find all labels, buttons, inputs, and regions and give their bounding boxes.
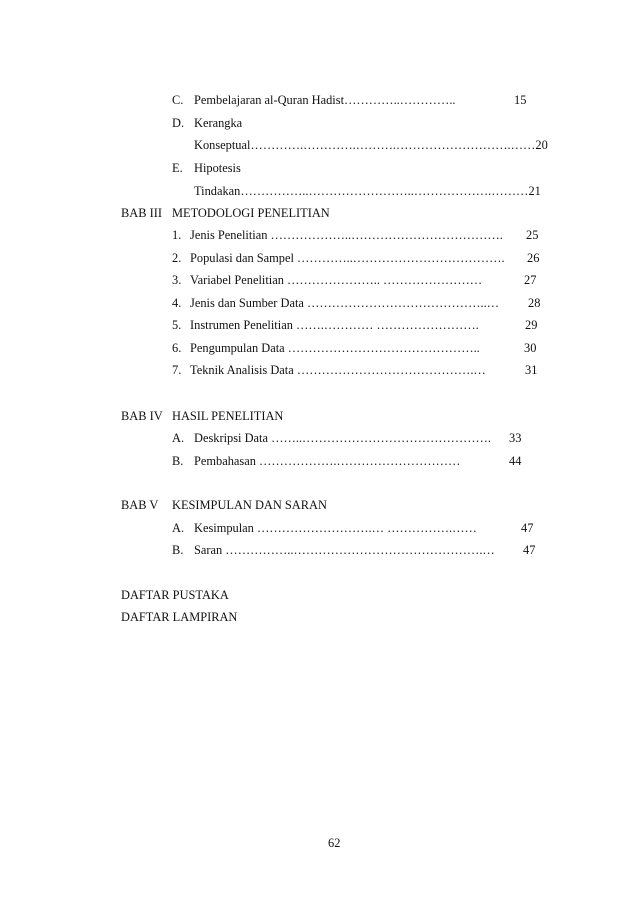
toc-entry-daftar-pustaka[interactable]: DAFTAR PUSTAKA: [121, 588, 229, 602]
toc-label-d: D.: [172, 116, 185, 130]
toc-label-c: C.: [172, 93, 184, 107]
toc-label: 5.: [172, 318, 182, 332]
toc-entry[interactable]: Jenis dan Sumber Data ……………………………………..…: [190, 296, 500, 310]
toc-page-number: 47: [521, 521, 534, 535]
toc-entry-kerangka[interactable]: Kerangka: [194, 116, 243, 130]
toc-label: A.: [172, 431, 185, 445]
toc-page-number: 29: [525, 318, 538, 332]
toc-label: B.: [172, 454, 184, 468]
toc-page-number: 44: [509, 454, 522, 468]
toc-entry[interactable]: Populasi dan Sampel …………..……………………………….: [190, 251, 505, 265]
toc-entry-tindakan[interactable]: Tindakan……………..……………………..……………….………21: [194, 184, 541, 198]
toc-page-number: 31: [525, 363, 538, 377]
toc-page-number: 25: [526, 228, 539, 242]
toc-entry-daftar-lampiran[interactable]: DAFTAR LAMPIRAN: [121, 610, 238, 624]
toc-entry-konseptual[interactable]: Konseptual………….………….……….……………………….……20: [194, 138, 548, 152]
toc-label-e: E.: [172, 161, 183, 175]
toc-page-number: 30: [524, 341, 537, 355]
toc-entry[interactable]: Pembahasan ……………….…………………………: [194, 454, 461, 468]
toc-chapter-title[interactable]: HASIL PENELITIAN: [172, 409, 284, 423]
toc-page-number: 47: [523, 543, 536, 557]
toc-label: 2.: [172, 251, 182, 265]
toc-entry[interactable]: Variabel Penelitian ………………….. ……………………: [190, 273, 483, 287]
toc-entry[interactable]: Instrumen Penelitian …….………… …………………….: [190, 318, 479, 332]
toc-page-number: 33: [509, 431, 522, 445]
toc-entry[interactable]: Pengumpulan Data ………………………………………..: [190, 341, 480, 355]
toc-label: 1.: [172, 228, 182, 242]
toc-entry-hipotesis[interactable]: Hipotesis: [194, 161, 241, 175]
toc-page-number: 26: [527, 251, 540, 265]
toc-chapter-title[interactable]: METODOLOGI PENELITIAN: [172, 206, 330, 220]
toc-entry[interactable]: Saran ……………..……………………………………….…: [194, 543, 495, 557]
toc-entry-pembelajaran[interactable]: Pembelajaran al-Quran Hadist…………..…………..: [194, 93, 456, 107]
toc-label: B.: [172, 543, 184, 557]
toc-label: 7.: [172, 363, 182, 377]
toc-page-number: 28: [528, 296, 541, 310]
toc-label: 4.: [172, 296, 182, 310]
toc-entry[interactable]: Teknik Analisis Data …………………………………….…: [190, 363, 486, 377]
toc-label: 3.: [172, 273, 182, 287]
toc-page-number: 15: [514, 93, 527, 107]
toc-chapter-title[interactable]: KESIMPULAN DAN SARAN: [172, 498, 327, 512]
toc-entry[interactable]: Deskripsi Data ……..……………………………………….: [194, 431, 492, 445]
toc-chapter-label: BAB IV: [121, 409, 163, 423]
page-number: 62: [328, 836, 341, 850]
toc-page-number: 27: [524, 273, 537, 287]
toc-entry[interactable]: Jenis Penelitian ………………..……………………………….: [190, 228, 503, 242]
toc-chapter-label: BAB V: [121, 498, 159, 512]
toc-label: 6.: [172, 341, 182, 355]
toc-entry[interactable]: Kesimpulan ……………………….… …………….……: [194, 521, 477, 535]
toc-label: A.: [172, 521, 185, 535]
toc-chapter-label: BAB III: [121, 206, 162, 220]
